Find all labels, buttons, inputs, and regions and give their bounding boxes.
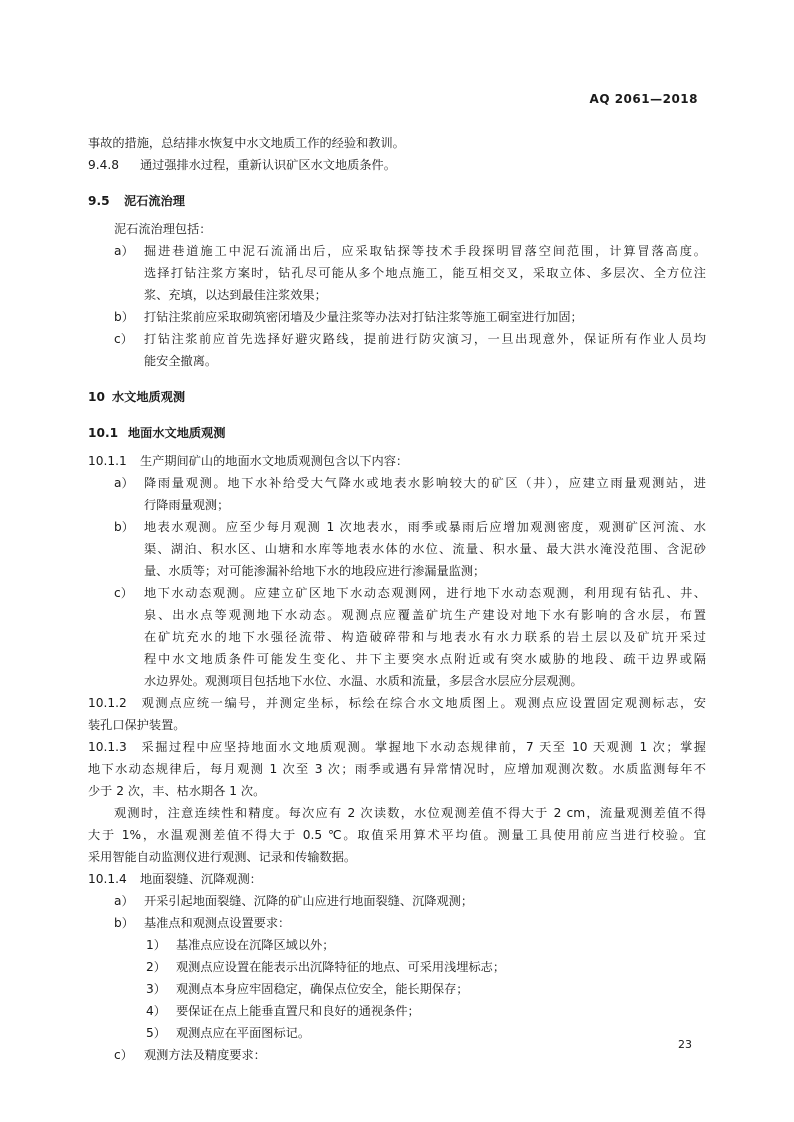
- list-text: 观测方法及精度要求：: [144, 1048, 266, 1062]
- paragraph: 观测时，注意连续性和精度。每次应有 2 次读数，水位观测差值不得大于 2 cm，流量观测差值不得: [114, 806, 706, 820]
- list-marker: c）: [114, 1048, 133, 1062]
- list-text: 行降雨量观测；: [144, 498, 230, 512]
- list-text: 观测点应在平面图标记。: [176, 1026, 311, 1040]
- list-text: 打钻注浆前应采取砌筑密闭墙及少量注浆等办法对打钻注浆等施工硐室进行加固；: [144, 310, 583, 324]
- list-marker: 2）: [146, 960, 166, 974]
- list-text: 浆、充填，以达到最佳注浆效果；: [144, 288, 327, 302]
- section-heading-10-1: [88, 422, 706, 444]
- clause-continuation: 少于 2 次，丰、枯水期各 1 次。: [88, 784, 266, 798]
- section-title: 地面水文地质观测: [128, 426, 226, 440]
- list-text: 能安全撤离。: [144, 354, 218, 368]
- paragraph: 泥石流治理包括：: [114, 222, 212, 236]
- clause-number: 9.4.8: [88, 158, 120, 172]
- list-marker: a）: [114, 244, 134, 258]
- paragraph: 大于 1%，水温观测差值不得大于 0.5 ℃。取值采用算术平均值。测量工具使用前应当进行校验。宜: [88, 828, 706, 842]
- clause-number: 10.1.3: [88, 740, 127, 754]
- list-item: [88, 306, 706, 328]
- list-text: 基准点应设在沉降区域以外；: [176, 938, 335, 952]
- paragraph: 采用智能自动监测仪进行观测、记录和传输数据。: [88, 850, 357, 864]
- section-number: 10.1: [88, 426, 119, 440]
- clause-10-1-2: [88, 692, 706, 714]
- clause-10-1-3: [88, 736, 706, 758]
- page-number: 23: [678, 1038, 692, 1051]
- clause-text: 观测点应统一编号，并测定坐标，标绘在综合水文地质图上。观测点应设置固定观测标志，安: [140, 696, 706, 710]
- list-text: 打钻注浆前应首先选择好避灾路线，提前进行防灾演习，一旦出现意外，保证所有作业人员均: [144, 332, 706, 346]
- list-item: [88, 240, 706, 306]
- list-text: 观测点本身应牢固稳定，确保点位安全，能长期保存；: [176, 982, 469, 996]
- clause-10-1-1: [88, 450, 706, 472]
- list-item: [88, 890, 706, 912]
- list-item: [88, 582, 706, 692]
- list-marker: b）: [114, 310, 134, 324]
- list-marker: c）: [114, 332, 133, 346]
- list-item: [88, 328, 706, 372]
- list-text: 程中水文地质条件可能发生变化、井下主要突水点附近或有突水威胁的地段、疏干边界或隔: [144, 652, 706, 666]
- list-marker: b）: [114, 916, 134, 930]
- sub-list-item: [88, 934, 706, 956]
- list-text: 水边界处。观测项目包括地下水位、水温、水质和流量，多层含水层应分层观测。: [144, 674, 583, 688]
- paragraph: 事故的措施，总结排水恢复中水文地质工作的经验和教训。: [88, 136, 405, 150]
- list-marker: a）: [114, 894, 134, 908]
- chapter-title: 水文地质观测: [112, 390, 186, 404]
- list-item: [88, 1044, 706, 1066]
- section-title: 泥石流治理: [124, 194, 185, 208]
- list-item: [88, 472, 706, 516]
- clause-number: 10.1.2: [88, 696, 127, 710]
- page-content: [88, 132, 706, 1066]
- clause-9-4-8: [88, 154, 706, 176]
- clause-text: 地面裂缝、沉降观测：: [140, 872, 262, 886]
- section-number: 9.5: [88, 194, 110, 208]
- chapter-number: 10: [88, 390, 105, 404]
- list-text: 基准点和观测点设置要求：: [144, 916, 291, 930]
- list-marker: a）: [114, 476, 134, 490]
- sub-list-item: [88, 1022, 706, 1044]
- list-marker: c）: [114, 586, 133, 600]
- chapter-heading-10: [88, 386, 706, 408]
- list-text: 掘进巷道施工中泥石流涌出后，应采取钻探等技术手段探明冒落空间范围，计算冒落高度。: [144, 244, 706, 258]
- clause-10-1-4: [88, 868, 706, 890]
- clause-text: 采掘过程中应坚持地面水文地质观测。掌握地下水动态规律前，7 天至 10 天观测 1 次；掌握: [140, 740, 706, 754]
- list-marker: b）: [114, 520, 134, 534]
- list-item: [88, 912, 706, 934]
- clause-continuation: 装孔口保护装置。: [88, 718, 186, 732]
- clause-number: 10.1.1: [88, 454, 127, 468]
- list-text: 要保证在点上能垂直置尺和良好的通视条件；: [176, 1004, 420, 1018]
- clause-continuation: 地下水动态规律后，每月观测 1 次至 3 次；雨季或遇有异常情况时，应增加观测次数。水质监测每年不: [88, 762, 706, 776]
- list-text: 选择打钻注浆方案时，钻孔尽可能从多个地点施工，能互相交叉，采取立体、多层次、全方位注: [144, 266, 706, 280]
- list-text: 量、水质等；对可能渗漏补给地下水的地段应进行渗漏量监测；: [144, 564, 486, 578]
- clause-text: 通过强排水过程，重新认识矿区水文地质条件。: [140, 158, 396, 172]
- sub-list-item: [88, 978, 706, 1000]
- list-text: 地表水观测。应至少每月观测 1 次地表水，雨季或暴雨后应增加观测密度，观测矿区河流、水: [144, 520, 706, 534]
- section-heading-9-5: [88, 190, 706, 212]
- list-text: 降雨量观测。地下水补给受大气降水或地表水影响较大的矿区（井），应建立雨量观测站，进: [144, 476, 706, 490]
- standard-number: AQ 2061—2018: [589, 92, 698, 106]
- clause-text: 生产期间矿山的地面水文地质观测包含以下内容：: [140, 454, 409, 468]
- list-marker: 5）: [146, 1026, 166, 1040]
- list-text: 在矿坑充水的地下水强径流带、构造破碎带和与地表水有水力联系的岩土层以及矿坑开采过: [144, 630, 706, 644]
- list-text: 地下水动态观测。应建立矿区地下水动态观测网，进行地下水动态观测，利用现有钻孔、井、: [144, 586, 706, 600]
- list-text: 观测点应设置在能表示出沉降特征的地点、可采用浅埋标志；: [176, 960, 506, 974]
- list-text: 渠、湖泊、积水区、山塘和水库等地表水体的水位、流量、积水量、最大洪水淹没范围、含泥砂: [144, 542, 706, 556]
- list-text: 泉、出水点等观测地下水动态。观测点应覆盖矿坑生产建设对地下水有影响的含水层，布置: [144, 608, 706, 622]
- list-marker: 4）: [146, 1004, 166, 1018]
- sub-list-item: [88, 1000, 706, 1022]
- clause-number: 10.1.4: [88, 872, 127, 886]
- list-marker: 3）: [146, 982, 166, 996]
- list-item: [88, 516, 706, 582]
- list-marker: 1）: [146, 938, 166, 952]
- list-text: 开采引起地面裂缝、沉降的矿山应进行地面裂缝、沉降观测；: [144, 894, 474, 908]
- sub-list-item: [88, 956, 706, 978]
